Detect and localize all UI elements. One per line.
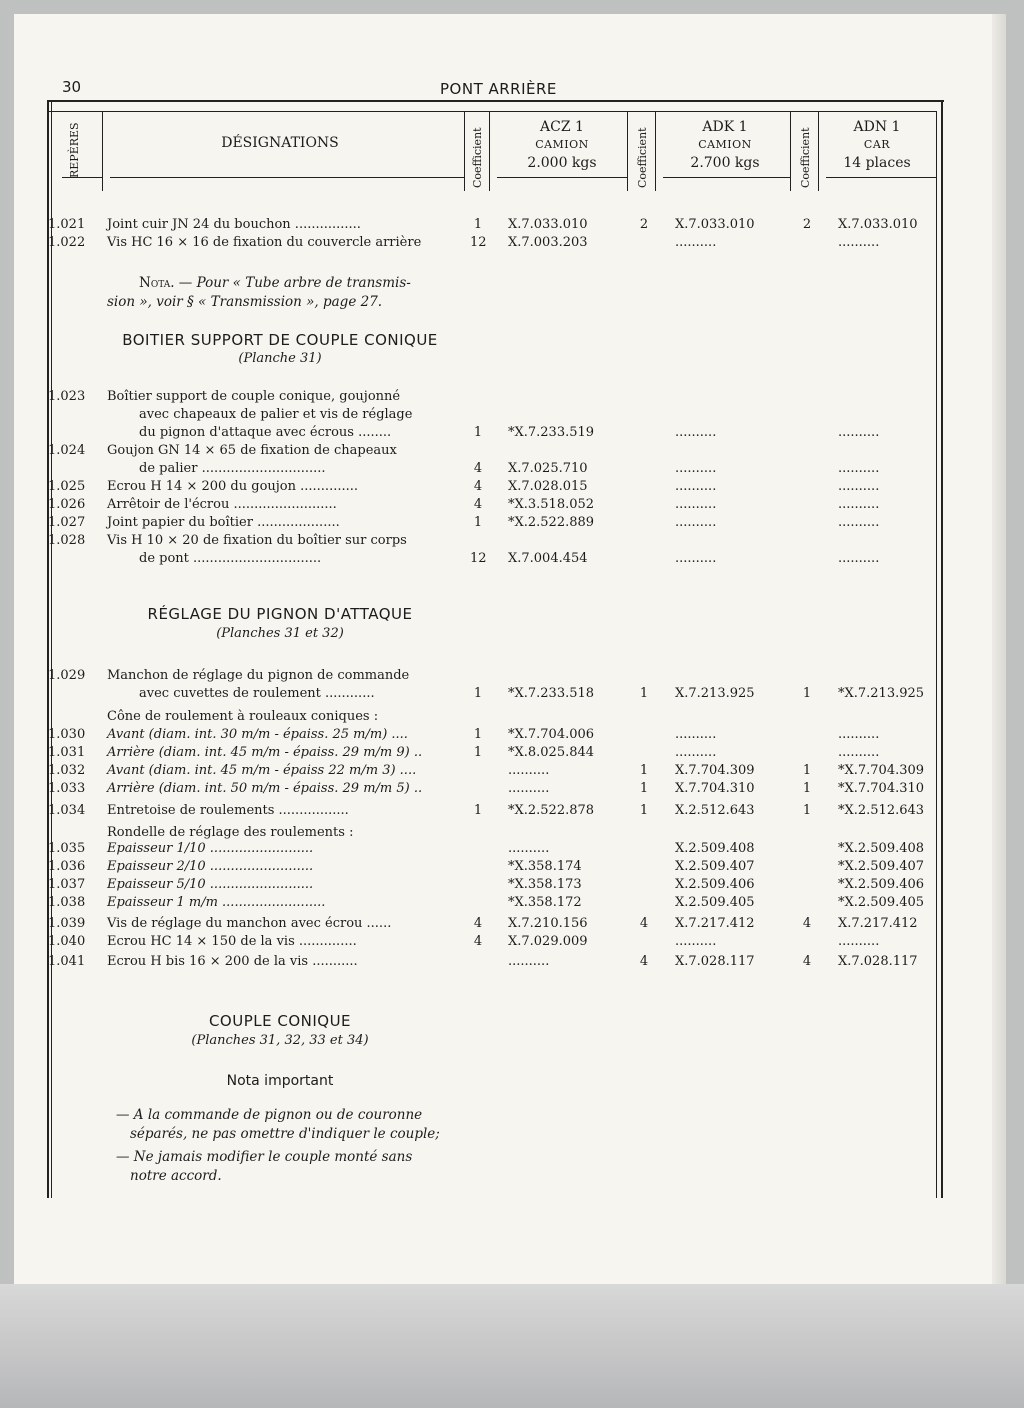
table-row xyxy=(0,802,1000,820)
row-reference-acz: *X.7.704.006 xyxy=(508,727,595,742)
table-top-rule-2 xyxy=(47,111,937,112)
row-repere: 1.032 xyxy=(48,763,86,778)
row-coefficient-acz: 1 xyxy=(473,425,483,440)
row-repere: 1.041 xyxy=(48,954,86,969)
row-reference-adk: X.7.704.309 xyxy=(675,763,755,778)
model-type: CAMION xyxy=(698,138,752,151)
row-designation: de palier .............................. xyxy=(139,461,326,476)
row-reference-adn: *X.2.509.405 xyxy=(838,895,925,910)
nota-label: Nota. — xyxy=(139,275,197,291)
nota-important-item-2 xyxy=(116,1148,456,1186)
row-designation: Epaisseur 5/10 ......................... xyxy=(107,877,314,892)
row-reference-adk: .......... xyxy=(675,479,717,494)
row-reference-adk: .......... xyxy=(675,551,717,566)
table-row xyxy=(0,858,1000,876)
row-repere: 1.026 xyxy=(48,497,86,512)
row-reference-adk: X.7.033.010 xyxy=(675,217,755,232)
row-reference-adn: .......... xyxy=(838,727,880,742)
row-reference-acz: X.7.003.203 xyxy=(508,235,588,250)
row-coefficient-adn: 1 xyxy=(802,781,812,796)
row-coefficient-adn: 4 xyxy=(802,916,812,931)
row-coefficient-adk: 1 xyxy=(639,763,649,778)
row-reference-acz: .......... xyxy=(508,763,550,778)
row-reference-acz: *X.7.233.519 xyxy=(508,425,595,440)
row-coefficient-adk: 1 xyxy=(639,781,649,796)
row-reference-adn: *X.7.704.310 xyxy=(838,781,925,796)
row-designation: Epaisseur 2/10 ......................... xyxy=(107,859,314,874)
table-row xyxy=(0,550,1000,568)
row-reference-adk: X.2.512.643 xyxy=(675,803,755,818)
nota-line2: sion », voir § « Transmission », page 27. xyxy=(107,294,383,310)
row-coefficient-acz: 4 xyxy=(473,934,483,949)
row-reference-adn: .......... xyxy=(838,515,880,530)
header-coefficient-1: Coefficient xyxy=(471,127,484,188)
row-reference-adk: .......... xyxy=(675,425,717,440)
row-repere: 1.034 xyxy=(48,803,86,818)
model-name: ADN 1 xyxy=(853,119,901,135)
row-designation: Arrière (diam. int. 50 m/m - épaiss. 29 m/m 5) .. xyxy=(107,781,423,796)
table-row xyxy=(0,496,1000,514)
row-coefficient-acz: 4 xyxy=(473,461,483,476)
row-repere: 1.029 xyxy=(48,668,86,683)
row-repere: 1.022 xyxy=(48,235,86,250)
row-designation: Goujon GN 14 × 65 de fixation de chapeaux xyxy=(107,443,397,458)
table-row xyxy=(0,234,1000,252)
table-row xyxy=(0,442,1000,460)
row-reference-acz: *X.7.233.518 xyxy=(508,686,595,701)
row-reference-adk: X.7.213.925 xyxy=(675,686,755,701)
row-reference-adn: *X.2.509.406 xyxy=(838,877,925,892)
section-title-boitier: BOITIER SUPPORT DE COUPLE CONIQUE xyxy=(122,331,438,349)
model-spec: 2.000 kgs xyxy=(527,155,597,171)
row-repere: 1.038 xyxy=(48,895,86,910)
row-reference-acz: X.7.029.009 xyxy=(508,934,588,949)
row-designation: du pignon d'attaque avec écrous ........ xyxy=(139,425,392,440)
row-reference-adk: X.2.509.408 xyxy=(675,841,755,856)
row-reference-adk: .......... xyxy=(675,745,717,760)
row-designation: Manchon de réglage du pignon de commande xyxy=(107,668,410,683)
row-coefficient-adk: 2 xyxy=(639,217,649,232)
row-coefficient-adn: 1 xyxy=(802,686,812,701)
model-name: ADK 1 xyxy=(702,119,748,135)
row-reference-adn: *X.2.509.408 xyxy=(838,841,925,856)
row-repere: 1.033 xyxy=(48,781,86,796)
row-designation: Ecrou H bis 16 × 200 de la vis ........... xyxy=(107,954,358,969)
table-right-rule xyxy=(936,111,937,1198)
table-row xyxy=(0,514,1000,532)
header-designations: DÉSIGNATIONS xyxy=(221,135,339,151)
row-reference-adn: .......... xyxy=(838,934,880,949)
header-coefficient-2: Coefficient xyxy=(636,127,649,188)
nota-important-item-1 xyxy=(116,1106,456,1144)
row-coefficient-acz: 12 xyxy=(470,235,487,250)
table-row xyxy=(0,478,1000,496)
row-reference-adk: .......... xyxy=(675,934,717,949)
nota-important-title: Nota important xyxy=(226,1073,334,1089)
row-reference-adk: X.7.704.310 xyxy=(675,781,755,796)
row-reference-acz: *X.358.172 xyxy=(508,895,582,910)
section-title-reglage: RÉGLAGE DU PIGNON D'ATTAQUE xyxy=(147,605,413,623)
model-type: CAMION xyxy=(535,138,589,151)
row-coefficient-acz: 1 xyxy=(473,803,483,818)
nota-item-line: — A la commande de pignon ou de couronne xyxy=(116,1107,423,1123)
row-designation: Rondelle de réglage des roulements : xyxy=(107,825,354,840)
table-row xyxy=(0,424,1000,442)
table-row xyxy=(0,726,1000,744)
nota-item-line: notre accord. xyxy=(130,1168,222,1184)
table-row xyxy=(0,876,1000,894)
row-designation: Joint papier du boîtier .................... xyxy=(107,515,340,530)
row-reference-acz: *X.358.174 xyxy=(508,859,582,874)
row-coefficient-acz: 1 xyxy=(473,686,483,701)
row-reference-acz: *X.358.173 xyxy=(508,877,582,892)
row-reference-adn: .......... xyxy=(838,497,880,512)
header-base-rule xyxy=(663,177,790,178)
table-left-rule-2 xyxy=(51,100,52,1198)
header-reperes: REPÈRES xyxy=(68,122,81,178)
row-reference-acz: *X.3.518.052 xyxy=(508,497,595,512)
row-reference-adk: .......... xyxy=(675,461,717,476)
table-row xyxy=(0,953,1000,971)
table-row xyxy=(0,685,1000,703)
table-row xyxy=(0,708,1000,726)
col-rule-c2 xyxy=(655,111,656,191)
row-coefficient-acz: 4 xyxy=(473,497,483,512)
nota-item-line: séparés, ne pas omettre d'indiquer le couple; xyxy=(130,1126,440,1142)
table-row xyxy=(0,388,1000,406)
model-spec: 14 places xyxy=(843,155,911,171)
model-type: CAR xyxy=(863,138,891,151)
row-designation: Vis de réglage du manchon avec écrou ...... xyxy=(107,916,392,931)
table-row xyxy=(0,762,1000,780)
row-designation: Avant (diam. int. 30 m/m - épaiss. 25 m/m) .... xyxy=(107,727,408,742)
row-designation: Arrêtoir de l'écrou ......................... xyxy=(107,497,337,512)
row-reference-adn: .......... xyxy=(838,479,880,494)
model-header-acz xyxy=(495,118,629,172)
row-coefficient-acz: 1 xyxy=(473,217,483,232)
page-number: 30 xyxy=(62,78,82,96)
row-repere: 1.030 xyxy=(48,727,86,742)
table-row xyxy=(0,780,1000,798)
model-spec: 2.700 kgs xyxy=(690,155,760,171)
row-reference-adk: X.2.509.405 xyxy=(675,895,755,910)
nota-transmission xyxy=(107,274,467,312)
row-repere: 1.040 xyxy=(48,934,86,949)
table-row xyxy=(0,460,1000,478)
row-reference-acz: X.7.210.156 xyxy=(508,916,588,931)
row-repere: 1.021 xyxy=(48,217,86,232)
table-row xyxy=(0,894,1000,912)
row-reference-adn: .......... xyxy=(838,551,880,566)
row-designation: Vis HC 16 × 16 de fixation du couvercle arrière xyxy=(107,235,422,250)
row-coefficient-acz: 1 xyxy=(473,745,483,760)
row-designation: Vis H 10 × 20 de fixation du boîtier sur corps xyxy=(107,533,407,548)
table-left-rule xyxy=(47,100,49,1198)
section-subtitle-boitier: (Planche 31) xyxy=(238,351,322,366)
row-coefficient-acz: 12 xyxy=(470,551,487,566)
row-reference-adn: .......... xyxy=(838,745,880,760)
scan-background xyxy=(0,1284,1024,1408)
row-designation: Entretoise de roulements ................. xyxy=(107,803,349,818)
nota-item-line: — Ne jamais modifier le couple monté sans xyxy=(116,1149,413,1165)
row-coefficient-adk: 1 xyxy=(639,803,649,818)
row-repere: 1.035 xyxy=(48,841,86,856)
col-rule-r2 xyxy=(790,111,791,191)
row-repere: 1.037 xyxy=(48,877,86,892)
row-repere: 1.025 xyxy=(48,479,86,494)
row-designation: Ecrou H 14 × 200 du goujon .............. xyxy=(107,479,358,494)
row-reference-acz: *X.8.025.844 xyxy=(508,745,595,760)
table-right-rule-2 xyxy=(941,100,943,1198)
row-reference-adn: X.7.217.412 xyxy=(838,916,918,931)
row-coefficient-adn: 4 xyxy=(802,954,812,969)
row-coefficient-adn: 2 xyxy=(802,217,812,232)
row-reference-adk: X.2.509.407 xyxy=(675,859,755,874)
row-designation: Cône de roulement à rouleaux coniques : xyxy=(107,709,379,724)
row-designation: Joint cuir JN 24 du bouchon ................ xyxy=(107,217,361,232)
row-reference-adk: .......... xyxy=(675,235,717,250)
row-reference-acz: X.7.028.015 xyxy=(508,479,588,494)
row-reference-adk: X.7.217.412 xyxy=(675,916,755,931)
row-designation: Boîtier support de couple conique, goujonné xyxy=(107,389,401,404)
table-row xyxy=(0,840,1000,858)
model-header-adk xyxy=(660,118,790,172)
row-coefficient-acz: 1 xyxy=(473,727,483,742)
col-rule-reperes xyxy=(102,111,103,191)
row-coefficient-adk: 4 xyxy=(639,954,649,969)
model-name: ACZ 1 xyxy=(540,119,584,135)
row-coefficient-adk: 1 xyxy=(639,686,649,701)
row-reference-acz: X.7.025.710 xyxy=(508,461,588,476)
row-repere: 1.027 xyxy=(48,515,86,530)
col-rule-c1 xyxy=(489,111,490,191)
table-row xyxy=(0,744,1000,762)
table-row xyxy=(0,216,1000,234)
row-reference-acz: .......... xyxy=(508,954,550,969)
row-designation: Arrière (diam. int. 45 m/m - épaiss. 29 m/m 9) .. xyxy=(107,745,423,760)
row-repere: 1.023 xyxy=(48,389,86,404)
row-reference-adn: *X.7.704.309 xyxy=(838,763,925,778)
header-coefficient-3: Coefficient xyxy=(799,127,812,188)
row-coefficient-acz: 4 xyxy=(473,916,483,931)
table-row xyxy=(0,933,1000,951)
row-reference-adk: .......... xyxy=(675,497,717,512)
row-reference-adn: *X.7.213.925 xyxy=(838,686,925,701)
row-reference-adk: X.2.509.406 xyxy=(675,877,755,892)
model-header-adn xyxy=(818,118,936,172)
row-reference-adn: X.7.028.117 xyxy=(838,954,918,969)
row-designation: Avant (diam. int. 45 m/m - épaiss 22 m/m 3) .... xyxy=(107,763,417,778)
col-rule-des xyxy=(464,111,465,191)
row-repere: 1.036 xyxy=(48,859,86,874)
row-repere: 1.024 xyxy=(48,443,86,458)
row-reference-adn: *X.2.512.643 xyxy=(838,803,925,818)
section-title-couple: COUPLE CONIQUE xyxy=(208,1012,352,1030)
page-edge xyxy=(992,14,1006,1284)
table-row xyxy=(0,406,1000,424)
row-reference-adk: .......... xyxy=(675,515,717,530)
nota-line1: Pour « Tube arbre de transmis- xyxy=(196,275,411,291)
row-reference-acz: *X.2.522.889 xyxy=(508,515,595,530)
row-reference-adk: X.7.028.117 xyxy=(675,954,755,969)
row-designation: Epaisseur 1/10 ......................... xyxy=(107,841,314,856)
row-repere: 1.028 xyxy=(48,533,86,548)
row-reference-adn: .......... xyxy=(838,425,880,440)
table-row xyxy=(0,667,1000,685)
row-coefficient-adk: 4 xyxy=(639,916,649,931)
row-coefficient-adn: 1 xyxy=(802,763,812,778)
table-row xyxy=(0,915,1000,933)
row-repere: 1.039 xyxy=(48,916,86,931)
row-reference-adn: .......... xyxy=(838,461,880,476)
row-repere: 1.031 xyxy=(48,745,86,760)
page-sheet xyxy=(14,14,1004,1284)
section-subtitle-reglage: (Planches 31 et 32) xyxy=(216,626,344,641)
row-reference-acz: .......... xyxy=(508,781,550,796)
row-designation: avec cuvettes de roulement ............ xyxy=(139,686,375,701)
row-coefficient-acz: 1 xyxy=(473,515,483,530)
header-base-rule xyxy=(826,177,936,178)
row-reference-adn: *X.2.509.407 xyxy=(838,859,925,874)
row-designation: Ecrou HC 14 × 150 de la vis .............. xyxy=(107,934,357,949)
table-top-rule xyxy=(47,100,944,102)
row-reference-acz: *X.2.522.878 xyxy=(508,803,595,818)
row-reference-adn: X.7.033.010 xyxy=(838,217,918,232)
row-reference-acz: X.7.004.454 xyxy=(508,551,588,566)
row-coefficient-adn: 1 xyxy=(802,803,812,818)
row-reference-adk: .......... xyxy=(675,727,717,742)
section-subtitle-couple: (Planches 31, 32, 33 et 34) xyxy=(191,1033,369,1048)
table-row xyxy=(0,532,1000,550)
row-coefficient-acz: 4 xyxy=(473,479,483,494)
row-designation: Epaisseur 1 m/m ......................... xyxy=(107,895,326,910)
header-base-rule xyxy=(110,177,464,178)
row-designation: avec chapeaux de palier et vis de réglage xyxy=(139,407,413,422)
row-designation: de pont ............................... xyxy=(139,551,322,566)
header-base-rule xyxy=(497,177,627,178)
row-reference-adn: .......... xyxy=(838,235,880,250)
page-title: PONT ARRIÈRE xyxy=(440,80,557,98)
row-reference-acz: X.7.033.010 xyxy=(508,217,588,232)
row-reference-acz: .......... xyxy=(508,841,550,856)
